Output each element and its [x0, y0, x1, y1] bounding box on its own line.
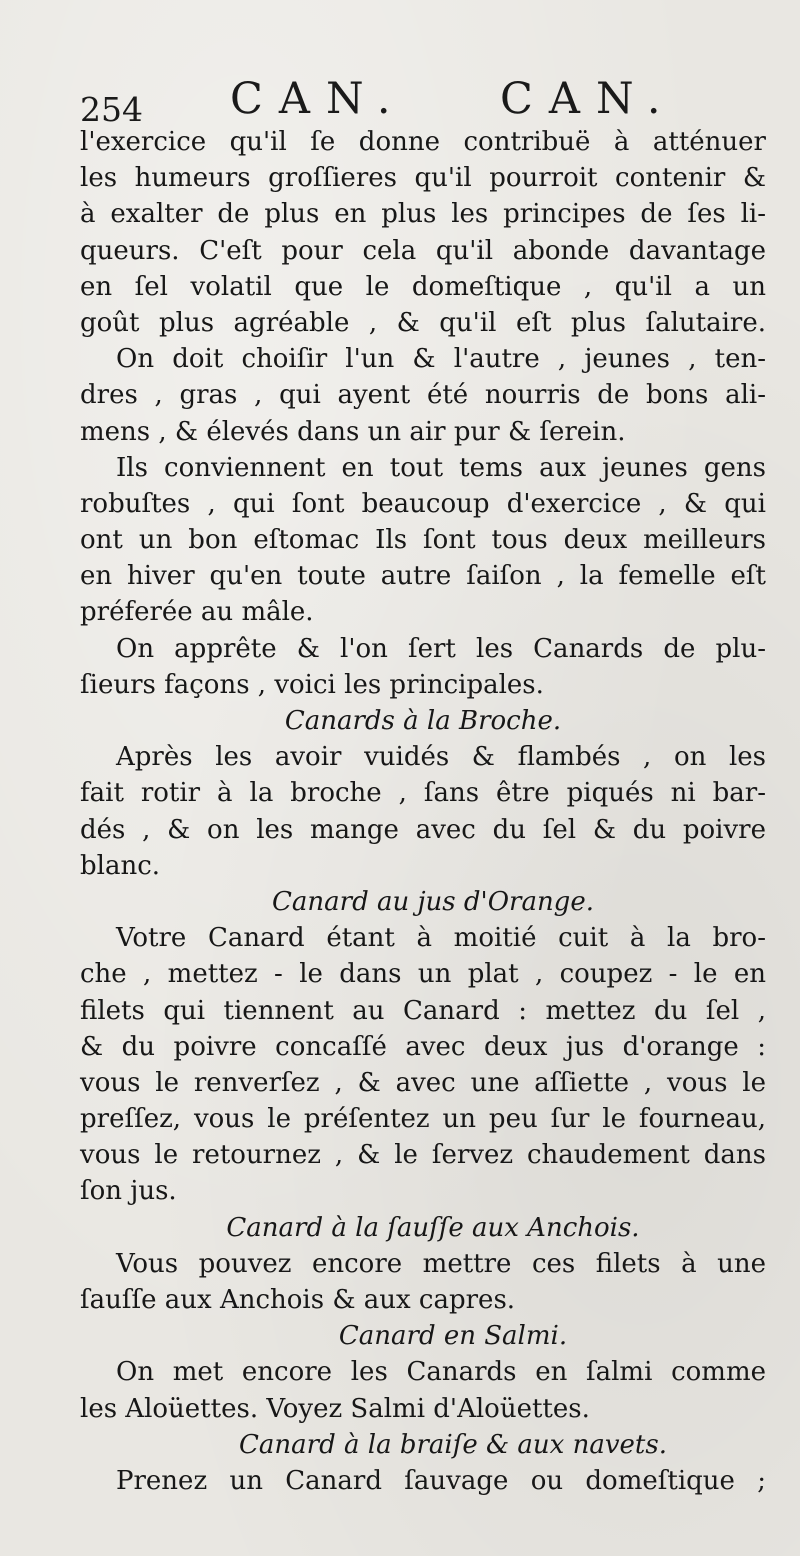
section-heading: Canard au jus d'Orange. — [272, 886, 594, 917]
section-heading: Canard à la ſauſſe aux Anchois. — [226, 1212, 640, 1243]
text-line: à exalter de plus en plus les principes de ſes li- — [80, 199, 766, 230]
text-line: préferée au mâle. — [80, 597, 314, 628]
page-header — [80, 72, 770, 132]
body-text — [80, 124, 766, 1499]
text-line: On met encore les Canards en ſalmi comme — [116, 1357, 766, 1388]
text-line: fait rotir à la broche , ſans être piqués ni bar- — [80, 778, 766, 809]
text-line: preſſez, vous le préſentez un peu ſur le fourneau, — [80, 1104, 766, 1135]
text-line: goût plus agréable , & qu'il eſt plus ſalutaire. — [80, 307, 766, 338]
text-line: che , mettez - le dans un plat , coupez - le en — [80, 959, 766, 990]
text-line: Votre Canard étant à moitié cuit à la bro- — [116, 923, 766, 954]
text-line: dés , & on les mange avec du ſel & du poivre — [80, 814, 766, 845]
text-line: vous le retournez , & le ſervez chaudement dans — [80, 1140, 766, 1171]
text-line: On doit choiſir l'un & l'autre , jeunes , ten- — [116, 344, 766, 375]
text-line: en ſel volatil que le domeſtique , qu'il a un — [80, 271, 766, 302]
text-line: Prenez un Canard ſauvage ou domeſtique ; — [116, 1465, 766, 1496]
section-heading: Canard à la braiſe & aux navets. — [239, 1429, 667, 1460]
text-line: ſieurs façons , voici les principales. — [80, 669, 544, 700]
text-line: ſon jus. — [80, 1176, 177, 1207]
text-line: On apprête & l'on ſert les Canards de plu- — [116, 633, 766, 664]
running-head-left: CAN. — [230, 74, 407, 124]
text-line: Ils conviennent en tout tems aux jeunes gens — [116, 452, 766, 483]
text-line: Après les avoir vuidés & flambés , on les — [116, 742, 766, 773]
text-line: queurs. C'eſt pour cela qu'il abonde davantage — [80, 235, 766, 266]
text-line: Vous pouvez encore mettre ces filets à une — [116, 1248, 766, 1279]
text-line: mens , & élevés dans un air pur & ſerein. — [80, 416, 626, 447]
text-line: l'exercice qu'il ſe donne contribuë à atténuer — [80, 127, 766, 157]
text-line: dres , gras , qui ayent été nourris de bons ali- — [80, 380, 766, 411]
page-number: 254 — [80, 90, 143, 129]
text-line: en hiver qu'en toute autre ſaiſon , la femelle eſt — [80, 561, 766, 592]
text-line: ont un bon eſtomac Ils ſont tous deux meilleurs — [80, 525, 766, 556]
text-line: les Aloüettes. Voyez Salmi d'Aloüettes. — [80, 1393, 590, 1424]
text-line: & du poivre concaſſé avec deux jus d'orange : — [80, 1031, 766, 1062]
text-line: les humeurs groſſieres qu'il pourroit contenir & — [80, 163, 766, 194]
text-line: ſauſſe aux Anchois & aux capres. — [80, 1285, 516, 1315]
running-head-right: CAN. — [500, 74, 677, 124]
section-heading: Canards à la Broche. — [284, 706, 562, 736]
text-line: blanc. — [80, 850, 161, 881]
section-heading: Canard en Salmi. — [338, 1321, 568, 1352]
text-line: filets qui tiennent au Canard : mettez du ſel , — [80, 995, 766, 1026]
text-line: vous le renverſez , & avec une aſſiette , vous le — [80, 1067, 766, 1098]
text-line: robuſtes , qui ſont beaucoup d'exercice , & qui — [80, 488, 766, 519]
